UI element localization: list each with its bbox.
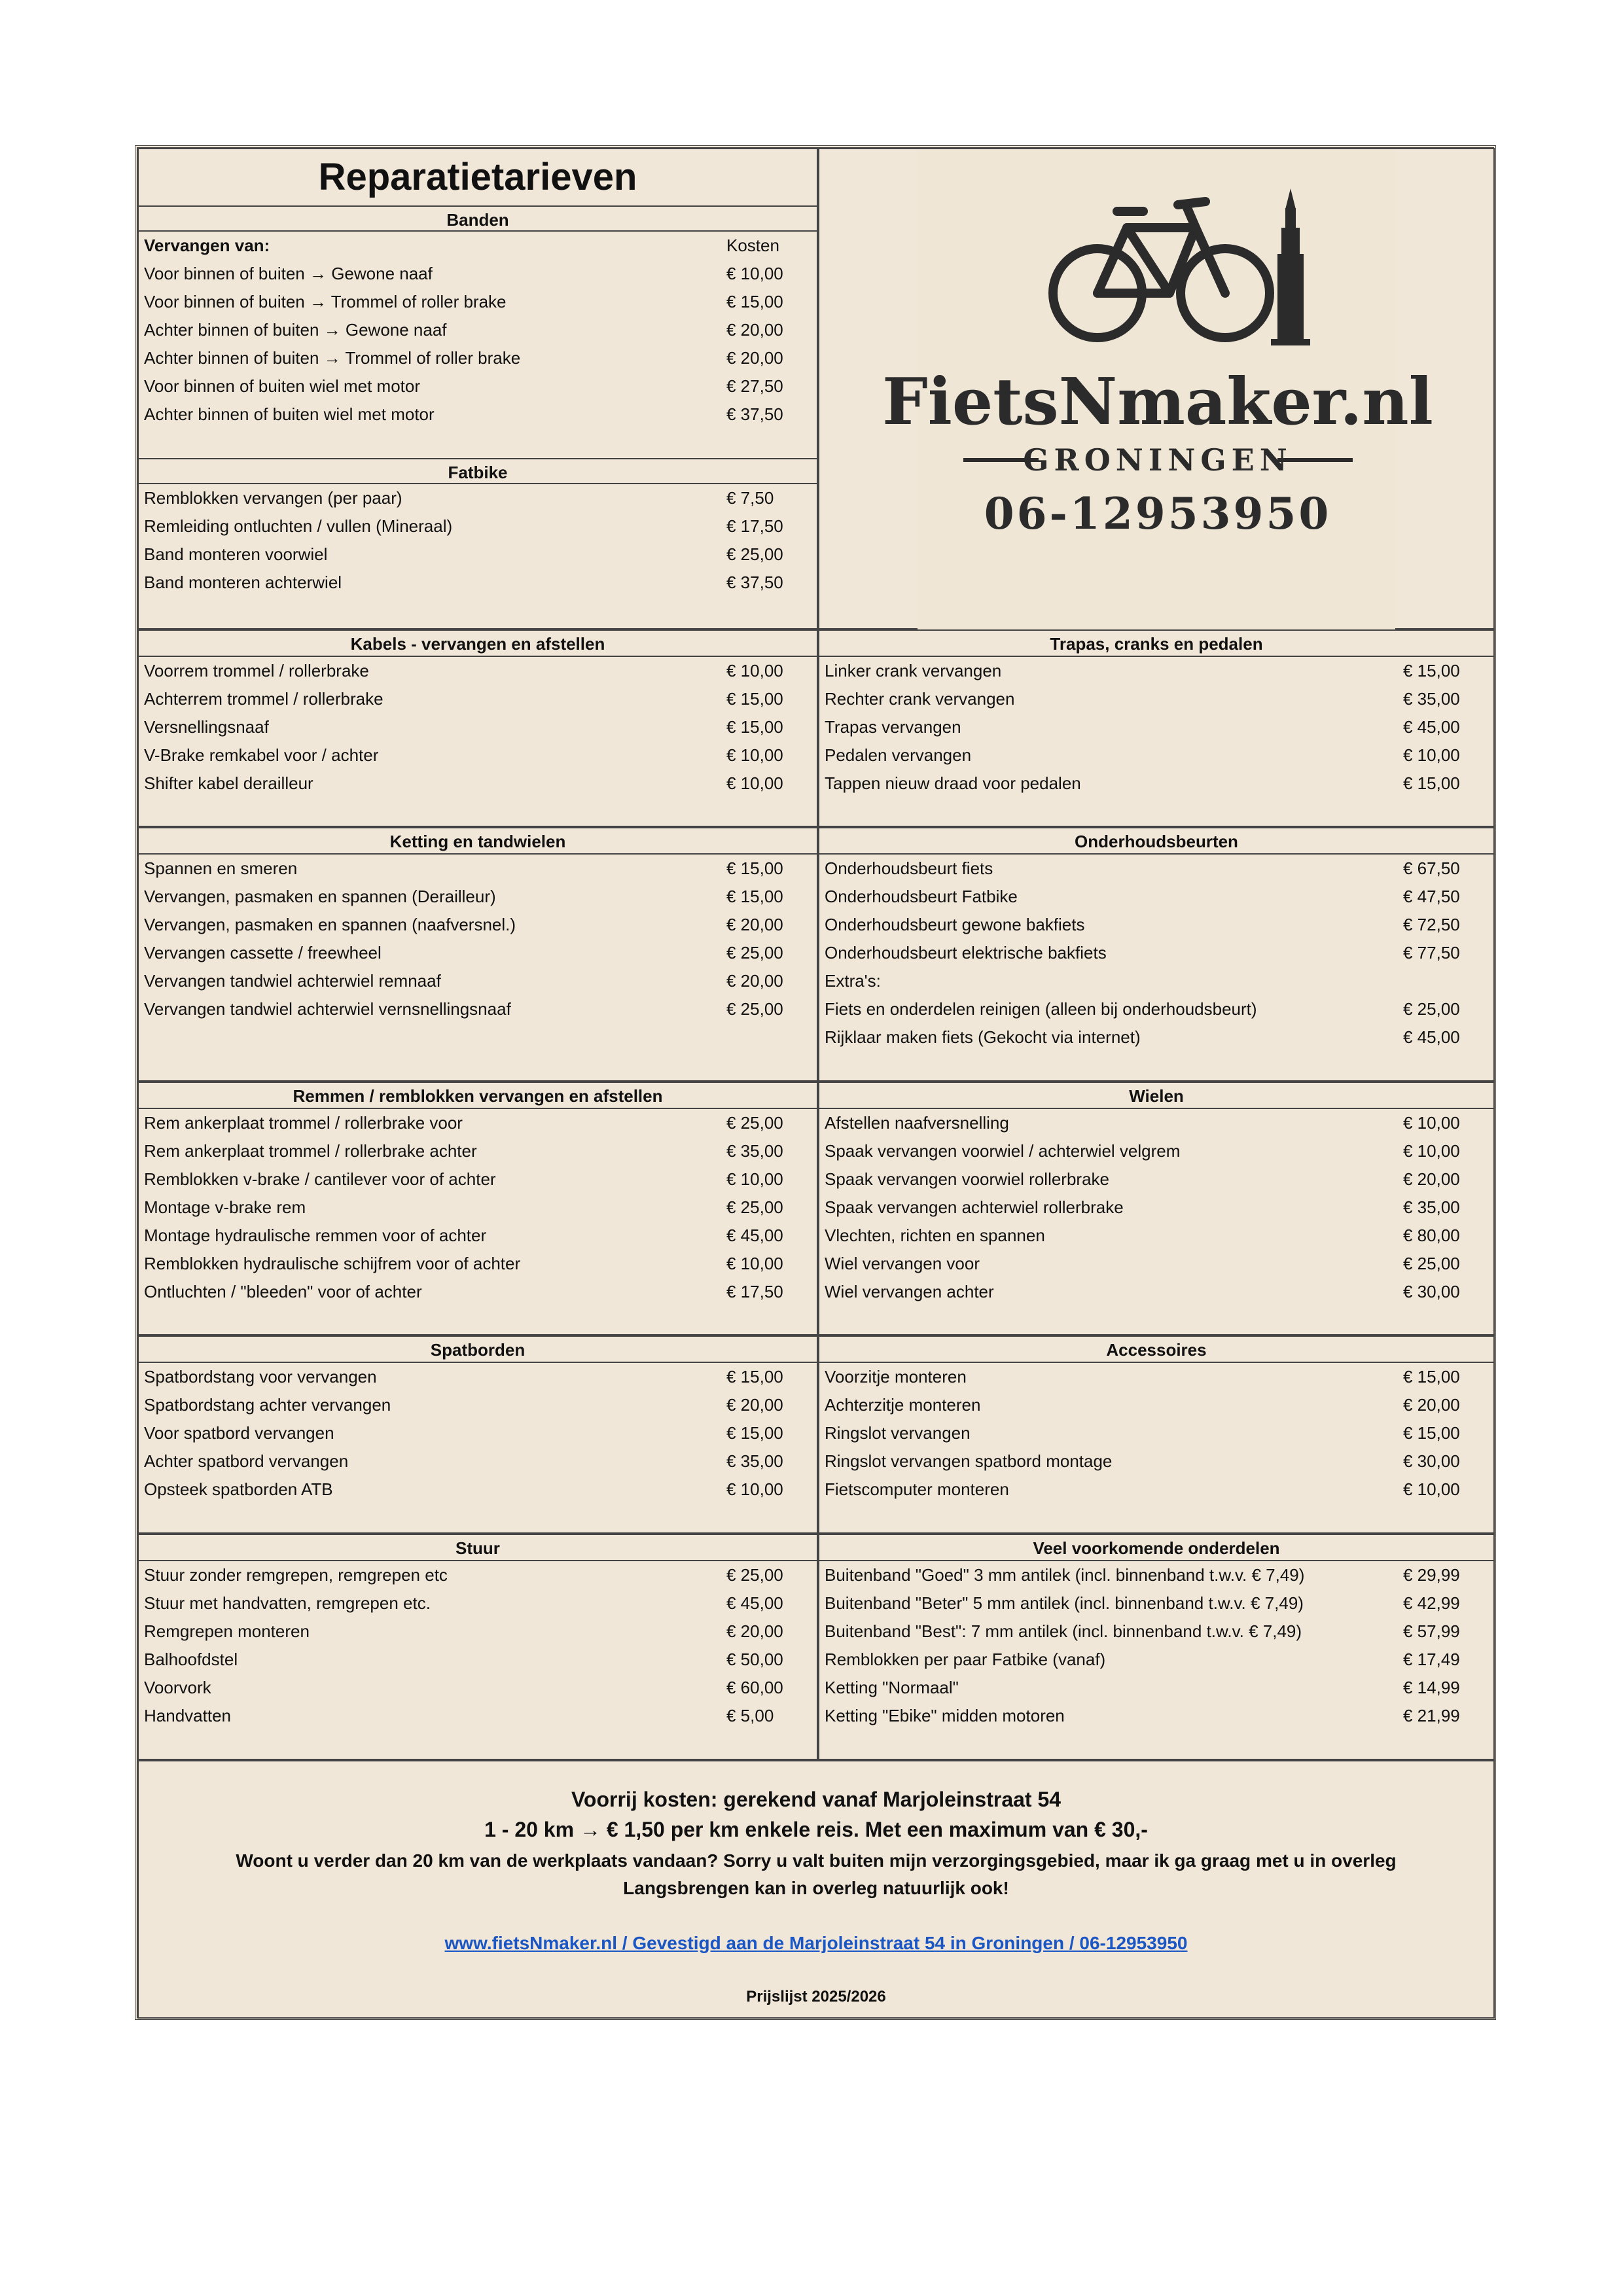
- item-label: Vlechten, richten en spannen: [825, 1226, 1045, 1245]
- accessoires-rows: [819, 1363, 1493, 1504]
- item-price: € 47,50: [1403, 887, 1460, 906]
- item-label: Voorzitje monteren: [825, 1367, 967, 1386]
- trapas-rows: [819, 657, 1493, 798]
- item-price: € 25,00: [726, 1113, 783, 1133]
- item-label: Ringslot vervangen spatbord montage: [825, 1451, 1113, 1471]
- price-row: [139, 769, 817, 798]
- kabels-panel: [137, 629, 818, 827]
- item-price: € 20,00: [1403, 1395, 1460, 1415]
- item-price: € 15,00: [726, 1423, 783, 1443]
- price-sheet: [135, 145, 1496, 2020]
- price-row: [139, 995, 817, 1023]
- item-label: Pedalen vervangen: [825, 745, 972, 765]
- price-row: [139, 569, 817, 597]
- section-header-banden: Banden: [139, 205, 817, 232]
- item-label: Remblokken v-brake / cantilever voor of achter: [144, 1169, 496, 1189]
- item-price: € 5,00: [726, 1706, 774, 1725]
- price-row: [819, 1193, 1493, 1222]
- item-label: Ontluchten / "bleeden" voor of achter: [144, 1282, 422, 1301]
- item-price: € 50,00: [726, 1650, 783, 1669]
- item-price: € 45,00: [1403, 1027, 1460, 1047]
- item-label: Onderhoudsbeurt gewone bakfiets: [825, 915, 1085, 934]
- item-price: € 21,99: [1403, 1706, 1460, 1725]
- item-price: € 10,00: [726, 264, 783, 283]
- section-header-trapas: Trapas, cranks en pedalen: [819, 631, 1493, 657]
- item-label: Extra's:: [825, 971, 881, 991]
- section-header-spatborden: Spatborden: [139, 1337, 817, 1363]
- item-price: € 15,00: [1403, 1423, 1460, 1443]
- price-row: [139, 1222, 817, 1250]
- item-price: € 15,00: [726, 717, 783, 737]
- item-price: € 20,00: [1403, 1169, 1460, 1189]
- item-price: € 15,00: [726, 887, 783, 906]
- ketting-rows: [139, 855, 817, 1023]
- remmen-panel: [137, 1082, 818, 1335]
- banden-rows: [139, 260, 817, 429]
- item-price: € 10,00: [1403, 1479, 1460, 1499]
- section-header-fatbike: Fatbike: [139, 458, 817, 484]
- item-label: Achter binnen of buiten wiel met motor: [144, 404, 435, 424]
- item-label: Band monteren voorwiel: [144, 544, 328, 564]
- item-label: Fiets en onderdelen reinigen (alleen bij onderhoudsbeurt): [825, 999, 1257, 1019]
- item-price: € 30,00: [1403, 1451, 1460, 1471]
- price-row: [819, 713, 1493, 741]
- item-price: € 20,00: [726, 320, 783, 340]
- section-header-wielen: Wielen: [819, 1083, 1493, 1109]
- price-row: [819, 995, 1493, 1023]
- price-row: [139, 316, 817, 344]
- price-row: [819, 883, 1493, 911]
- banden-column-header: [139, 232, 817, 260]
- price-row: [139, 713, 817, 741]
- item-label: Wiel vervangen voor: [825, 1254, 980, 1273]
- item-price: € 14,99: [1403, 1678, 1460, 1697]
- item-label: Remleiding ontluchten / vullen (Mineraal): [144, 516, 453, 536]
- item-price: € 25,00: [726, 1197, 783, 1217]
- item-label: Linker crank vervangen: [825, 661, 1002, 680]
- item-label: Spaak vervangen voorwiel rollerbrake: [825, 1169, 1110, 1189]
- price-row: [819, 1617, 1493, 1646]
- item-price: € 27,50: [726, 376, 783, 396]
- item-label: Buitenband "Best": 7 mm antilek (incl. binnenband t.w.v. € 7,49): [825, 1621, 1302, 1641]
- price-row: [819, 1250, 1493, 1278]
- kabels-rows: [139, 657, 817, 798]
- price-row: [139, 657, 817, 685]
- item-label: Voor binnen of buiten → Gewone naaf: [144, 264, 433, 283]
- website-link[interactable]: www.fietsNmaker.nl / Gevestigd aan de Marjoleinstraat 54 in Groningen / 06-12953950: [444, 1933, 1188, 1953]
- item-price: € 37,50: [726, 573, 783, 592]
- item-label: Rechter crank vervangen: [825, 689, 1015, 709]
- onderhoud-rows: [819, 855, 1493, 1051]
- price-row: [139, 1447, 817, 1475]
- item-label: Shifter kabel derailleur: [144, 773, 313, 793]
- item-price: € 20,00: [726, 1395, 783, 1415]
- item-price: € 7,50: [726, 488, 774, 508]
- item-label: Balhoofdstel: [144, 1650, 238, 1669]
- item-label: Achterrem trommel / rollerbrake: [144, 689, 383, 709]
- price-row: [139, 1193, 817, 1222]
- spatborden-rows: [139, 1363, 817, 1504]
- price-row: [139, 1702, 817, 1730]
- item-label: Versnellingsnaaf: [144, 717, 269, 737]
- item-label: Buitenband "Goed" 3 mm antilek (incl. binnenband t.w.v. € 7,49): [825, 1565, 1305, 1585]
- item-label: Rijklaar maken fiets (Gekocht via internet): [825, 1027, 1141, 1047]
- price-row: [139, 1674, 817, 1702]
- item-price: € 20,00: [726, 915, 783, 934]
- footer-panel: [137, 1760, 1495, 2019]
- price-row: [139, 1646, 817, 1674]
- item-label: Vervangen tandwiel achterwiel vernsnellingsnaaf: [144, 999, 511, 1019]
- item-label: Spaak vervangen achterwiel rollerbrake: [825, 1197, 1124, 1217]
- item-price: € 45,00: [726, 1226, 783, 1245]
- section-header-accessoires: Accessoires: [819, 1337, 1493, 1363]
- item-price: € 10,00: [1403, 745, 1460, 765]
- item-label: Buitenband "Beter" 5 mm antilek (incl. binnenband t.w.v. € 7,49): [825, 1593, 1304, 1613]
- item-price: € 10,00: [726, 1479, 783, 1499]
- item-price: € 10,00: [726, 773, 783, 793]
- item-label: Onderhoudsbeurt Fatbike: [825, 887, 1018, 906]
- price-row: [819, 1278, 1493, 1306]
- item-label: Voorrem trommel / rollerbrake: [144, 661, 369, 680]
- item-price: € 20,00: [726, 971, 783, 991]
- item-price: € 15,00: [1403, 773, 1460, 793]
- logo-city: GRONINGEN: [1023, 442, 1293, 478]
- item-price: € 45,00: [1403, 717, 1460, 737]
- item-label: Achterzitje monteren: [825, 1395, 981, 1415]
- price-row: [139, 1137, 817, 1165]
- price-row: [139, 540, 817, 569]
- footer-link-wrap: [139, 1933, 1493, 1954]
- item-label: Afstellen naafversnelling: [825, 1113, 1009, 1133]
- km-tarief: 1 - 20 km → € 1,50 per km enkele reis. Met een maximum van € 30,-: [484, 1818, 1148, 1841]
- price-row: [139, 372, 817, 400]
- price-row: [819, 1702, 1493, 1730]
- price-row: [139, 883, 817, 911]
- column-label: Vervangen van:: [144, 236, 270, 255]
- item-price: € 37,50: [726, 404, 783, 424]
- item-label: Handvatten: [144, 1706, 231, 1725]
- item-price: € 35,00: [1403, 689, 1460, 709]
- price-row: [819, 1023, 1493, 1051]
- stuur-rows: [139, 1561, 817, 1730]
- banden-table: [139, 232, 817, 429]
- price-row: [139, 260, 817, 288]
- price-row: [139, 741, 817, 769]
- item-label: Fietscomputer monteren: [825, 1479, 1009, 1499]
- item-price: € 15,00: [726, 1367, 783, 1386]
- item-price: € 42,99: [1403, 1593, 1460, 1613]
- wielen-rows: [819, 1109, 1493, 1306]
- price-row: [819, 769, 1493, 798]
- voorrij-kosten: Voorrij kosten: gerekend vanaf Marjoleinstraat 54: [571, 1788, 1061, 1811]
- item-label: Rem ankerplaat trommel / rollerbrake voor: [144, 1113, 463, 1133]
- item-label: Voor binnen of buiten wiel met motor: [144, 376, 421, 396]
- item-label: Vervangen, pasmaken en spannen (Derailleur): [144, 887, 496, 906]
- price-row: [139, 1475, 817, 1504]
- price-row: [819, 939, 1493, 967]
- price-row: [139, 939, 817, 967]
- item-price: € 80,00: [1403, 1226, 1460, 1245]
- trapas-panel: [818, 629, 1495, 827]
- item-label: Voor binnen of buiten → Trommel of roller brake: [144, 292, 507, 311]
- item-price: € 20,00: [726, 1621, 783, 1641]
- item-label: Achter binnen of buiten → Gewone naaf: [144, 320, 447, 340]
- price-row: [819, 1589, 1493, 1617]
- item-label: Remblokken per paar Fatbike (vanaf): [825, 1650, 1106, 1669]
- remmen-rows: [139, 1109, 817, 1306]
- item-label: Tappen nieuw draad voor pedalen: [825, 773, 1081, 793]
- price-row: [819, 855, 1493, 883]
- fatbike-rows: [139, 484, 817, 597]
- item-price: € 20,00: [726, 348, 783, 368]
- item-label: Band monteren achterwiel: [144, 573, 342, 592]
- verzorgingsgebied-note: Woont u verder dan 20 km van de werkplaats vandaan? Sorry u valt buiten mijn verzorgingsgebied, maar ik ga graag met u in overleg: [236, 1850, 1397, 1871]
- onderdelen-panel: [818, 1534, 1495, 1760]
- price-row: [139, 1109, 817, 1137]
- item-label: Rem ankerplaat trommel / rollerbrake achter: [144, 1141, 477, 1161]
- item-price: € 45,00: [726, 1593, 783, 1613]
- item-label: Vervangen tandwiel achterwiel remnaaf: [144, 971, 441, 991]
- price-row: [139, 484, 817, 512]
- price-row: [819, 741, 1493, 769]
- item-price: € 17,50: [726, 1282, 783, 1301]
- item-price: € 25,00: [1403, 1254, 1460, 1273]
- item-price: € 10,00: [726, 1169, 783, 1189]
- onderhoud-panel: [818, 827, 1495, 1082]
- price-row: [139, 1165, 817, 1193]
- item-label: Onderhoudsbeurt elektrische bakfiets: [825, 943, 1107, 963]
- item-label: Spatbordstang voor vervangen: [144, 1367, 377, 1386]
- item-price: € 25,00: [726, 943, 783, 963]
- item-price: € 29,99: [1403, 1565, 1460, 1585]
- section-header-onderdelen: Veel voorkomende onderdelen: [819, 1535, 1493, 1561]
- ketting-panel: [137, 827, 818, 1082]
- price-row: [139, 855, 817, 883]
- price-row: [139, 1391, 817, 1419]
- price-row: [139, 1561, 817, 1589]
- price-row: [819, 1391, 1493, 1419]
- item-price: € 35,00: [726, 1141, 783, 1161]
- item-price: € 25,00: [726, 999, 783, 1019]
- top-left-panel: [137, 148, 818, 629]
- item-label: Achter binnen of buiten → Trommel of roller brake: [144, 348, 521, 368]
- section-header-ketting: Ketting en tandwielen: [139, 828, 817, 855]
- item-price: € 10,00: [726, 745, 783, 765]
- price-row: [819, 685, 1493, 713]
- section-header-remmen: Remmen / remblokken vervangen en afstellen: [139, 1083, 817, 1109]
- item-label: Spaak vervangen voorwiel / achterwiel velgrem: [825, 1141, 1181, 1161]
- item-price: € 57,99: [1403, 1621, 1460, 1641]
- section-header-onderhoud: Onderhoudsbeurten: [819, 828, 1493, 855]
- langsbrengen-note: Langsbrengen kan in overleg natuurlijk ook!: [623, 1878, 1009, 1898]
- item-label: Onderhoudsbeurt fiets: [825, 858, 993, 878]
- item-price: € 17,49: [1403, 1650, 1460, 1669]
- logo-phone: 06-12953950: [984, 488, 1332, 539]
- wielen-panel: [818, 1082, 1495, 1335]
- page-title: Reparatietarieven: [318, 156, 637, 198]
- item-price: € 10,00: [1403, 1113, 1460, 1133]
- price-row: [819, 1165, 1493, 1193]
- item-price: € 67,50: [1403, 858, 1460, 878]
- item-price: € 10,00: [1403, 1141, 1460, 1161]
- price-row: [819, 1674, 1493, 1702]
- item-label: Spatbordstang achter vervangen: [144, 1395, 391, 1415]
- item-label: Spannen en smeren: [144, 858, 298, 878]
- price-row: [139, 344, 817, 372]
- item-price: € 25,00: [1403, 999, 1460, 1019]
- item-label: Wiel vervangen achter: [825, 1282, 994, 1301]
- price-row: [139, 1250, 817, 1278]
- price-row: [139, 1589, 817, 1617]
- item-label: Voorvork: [144, 1678, 211, 1697]
- price-row: [139, 1617, 817, 1646]
- item-label: Montage v-brake rem: [144, 1197, 306, 1217]
- price-row: [819, 967, 1493, 995]
- item-label: Remgrepen monteren: [144, 1621, 310, 1641]
- item-price: € 72,50: [1403, 915, 1460, 934]
- item-label: Stuur zonder remgrepen, remgrepen etc: [144, 1565, 448, 1585]
- price-row: [819, 1363, 1493, 1391]
- price-row: [819, 1109, 1493, 1137]
- item-price: € 77,50: [1403, 943, 1460, 963]
- item-label: Vervangen, pasmaken en spannen (naafversnel.): [144, 915, 516, 934]
- price-row: [139, 288, 817, 316]
- price-row: [139, 512, 817, 540]
- item-label: Remblokken vervangen (per paar): [144, 488, 402, 508]
- item-label: Achter spatbord vervangen: [144, 1451, 349, 1471]
- price-row: [819, 911, 1493, 939]
- item-label: Vervangen cassette / freewheel: [144, 943, 382, 963]
- price-row: [819, 1475, 1493, 1504]
- item-label: Voor spatbord vervangen: [144, 1423, 334, 1443]
- item-label: Ketting "Normaal": [825, 1678, 959, 1697]
- item-label: Remblokken hydraulische schijfrem voor of achter: [144, 1254, 521, 1273]
- price-row: [139, 911, 817, 939]
- price-row: [139, 1419, 817, 1447]
- item-price: [1403, 967, 1493, 995]
- price-row: [139, 967, 817, 995]
- section-header-stuur: Stuur: [139, 1535, 817, 1561]
- price-row: [819, 1222, 1493, 1250]
- price-row: [139, 685, 817, 713]
- price-row: [819, 1646, 1493, 1674]
- item-price: € 15,00: [1403, 661, 1460, 680]
- prijslijst-label: Prijslijst 2025/2026: [746, 1988, 886, 2005]
- price-row: [819, 657, 1493, 685]
- item-price: € 60,00: [726, 1678, 783, 1697]
- item-price: € 15,00: [1403, 1367, 1460, 1386]
- item-price: € 15,00: [726, 858, 783, 878]
- item-price: € 30,00: [1403, 1282, 1460, 1301]
- item-price: € 15,00: [726, 689, 783, 709]
- fietsnmaker-logo: [819, 149, 1496, 631]
- item-price: € 10,00: [726, 661, 783, 680]
- item-label: Ketting "Ebike" midden motoren: [825, 1706, 1065, 1725]
- spatborden-panel: [137, 1335, 818, 1534]
- accessoires-panel: [818, 1335, 1495, 1534]
- item-label: Montage hydraulische remmen voor of achter: [144, 1226, 487, 1245]
- item-label: Stuur met handvatten, remgrepen etc.: [144, 1593, 431, 1613]
- price-row: [819, 1137, 1493, 1165]
- price-row: [819, 1419, 1493, 1447]
- price-row: [139, 400, 817, 429]
- column-price: Kosten: [726, 236, 779, 255]
- price-row: [819, 1447, 1493, 1475]
- stuur-panel: [137, 1534, 818, 1760]
- item-price: € 35,00: [1403, 1197, 1460, 1217]
- price-row: [139, 1278, 817, 1306]
- item-label: Ringslot vervangen: [825, 1423, 971, 1443]
- item-label: V-Brake remkabel voor / achter: [144, 745, 379, 765]
- price-row: [139, 1363, 817, 1391]
- item-price: € 15,00: [726, 292, 783, 311]
- price-row: [819, 1561, 1493, 1589]
- onderdelen-rows: [819, 1561, 1493, 1730]
- item-price: € 25,00: [726, 1565, 783, 1585]
- logo-name: FietsNmaker.nl: [882, 364, 1433, 440]
- item-price: € 25,00: [726, 544, 783, 564]
- item-price: € 10,00: [726, 1254, 783, 1273]
- item-label: Trapas vervangen: [825, 717, 961, 737]
- item-label: Opsteek spatborden ATB: [144, 1479, 333, 1499]
- item-price: € 35,00: [726, 1451, 783, 1471]
- section-header-kabels: Kabels - vervangen en afstellen: [139, 631, 817, 657]
- logo-panel: [818, 148, 1495, 629]
- item-price: € 17,50: [726, 516, 783, 536]
